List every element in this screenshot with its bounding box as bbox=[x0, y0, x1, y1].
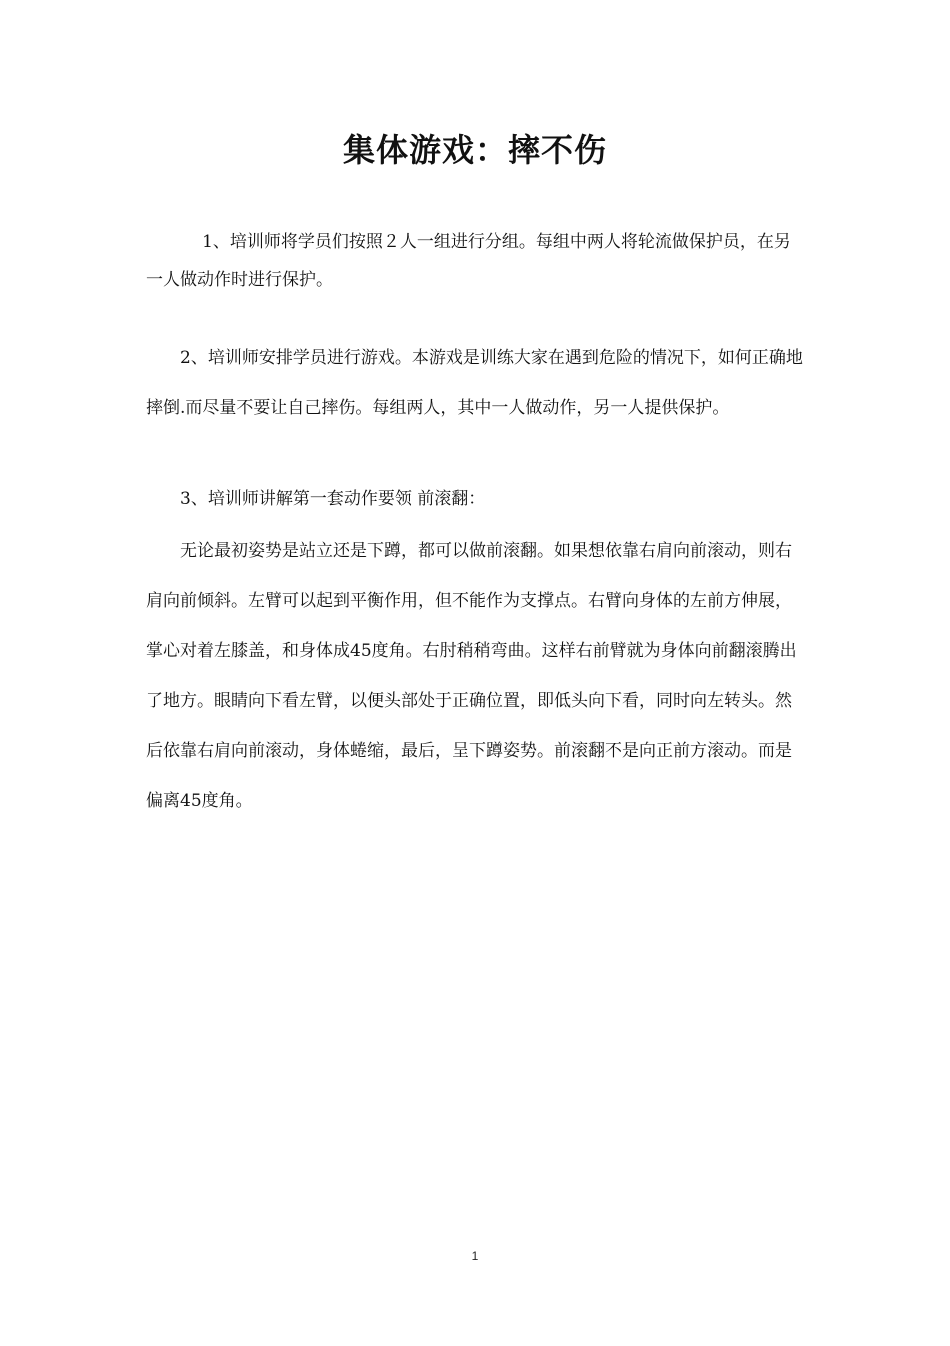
paragraph-4: 无论最初姿势是站立还是下蹲，都可以做前滚翻。如果想依靠右肩向前滚动，则右肩向前倾斜。左臂可以起到平衡作用，但不能作为支撑点。右臂向身体的左前方伸展，掌心对着左膝盖，和身体成45度角。右肘稍稍弯曲。这样右前臂就为身体向前翻滚腾出了地方。眼睛向下看左臂，以便头部处于正确位置，即低头向下看，同时向左转头。然后依靠右肩向前滚动，身体蜷缩，最后，呈下蹲姿势。前滚翻不是向正前方滚动。而是偏离45度角。 bbox=[146, 541, 797, 811]
page-number: 1 bbox=[471, 1249, 479, 1263]
paragraph-1: 1、培训师将学员们按照２人一组进行分组。每组中两人将轮流做保护员，在另一人做动作时进行保护。 bbox=[146, 232, 791, 290]
paragraph-3: 3、培训师讲解第一套动作要领 前滚翻： bbox=[180, 489, 486, 509]
document-title: 集体游戏：摔不伤 bbox=[342, 131, 607, 169]
paragraph-2: 2、培训师安排学员进行游戏。本游戏是训练大家在遇到危险的情况下，如何正确地摔倒.而尽量不要让自己摔伤。每组两人，其中一人做动作，另一人提供保护。 bbox=[146, 348, 803, 418]
